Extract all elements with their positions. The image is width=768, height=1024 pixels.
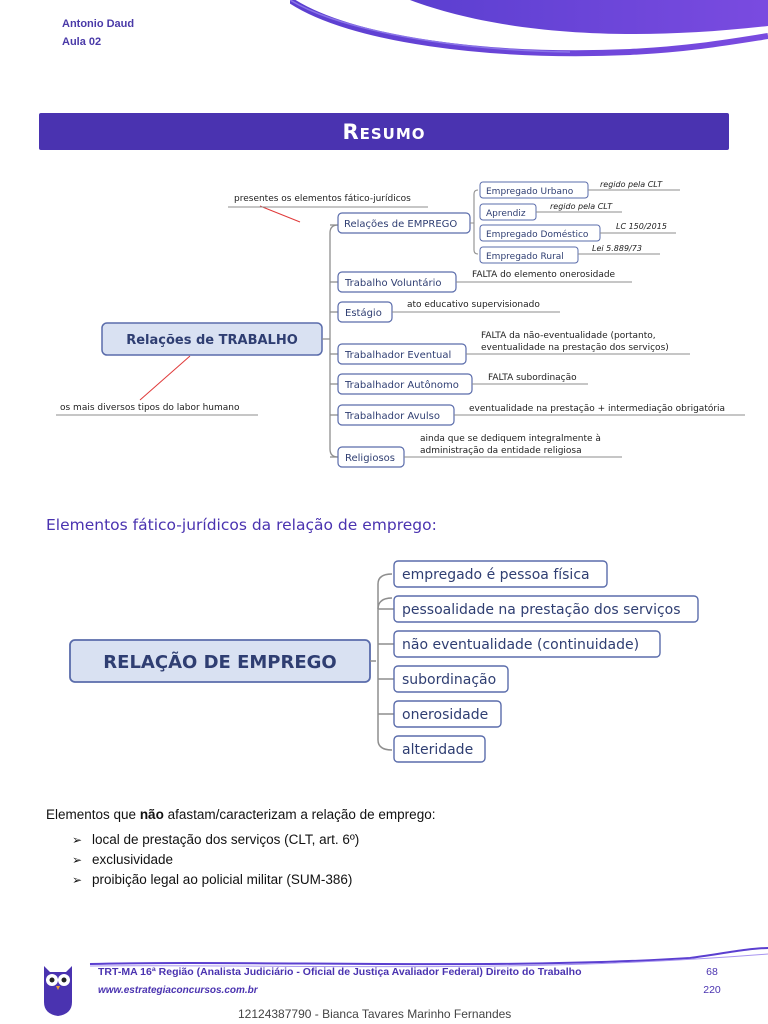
elements-title bbox=[46, 807, 435, 822]
branch-note-line1: FALTA da não-eventualidade (portanto, bbox=[481, 331, 656, 341]
list-item bbox=[72, 870, 359, 890]
branch-label: Relações de EMPREGO bbox=[344, 219, 458, 230]
branch-label: Trabalhador Avulso bbox=[345, 411, 440, 422]
branch-label: Estágio bbox=[345, 308, 382, 319]
elements-title-post: afastam/caracterizam a relação de emprego: bbox=[163, 807, 436, 822]
arrow-bullet-icon: ➢ bbox=[72, 873, 83, 887]
element-node-nao-eventualidade bbox=[378, 631, 660, 657]
employment-type-label: Aprendiz bbox=[486, 209, 526, 219]
branch-label: Religiosos bbox=[345, 453, 395, 464]
element-label: onerosidade bbox=[402, 707, 489, 723]
branch-note-line2: administração da entidade religiosa bbox=[420, 446, 582, 456]
branch-note: FALTA do elemento onerosidade bbox=[472, 270, 616, 280]
employment-type-note: regido pela CLT bbox=[550, 202, 613, 211]
section-heading: Elementos fático-jurídicos da relação de emprego: bbox=[46, 516, 437, 534]
list-item-text: exclusividade bbox=[92, 852, 174, 867]
list-item-text: local de prestação dos serviços (CLT, art. 6º) bbox=[92, 832, 360, 847]
employment-type-note: LC 150/2015 bbox=[616, 222, 667, 231]
footer-site-link[interactable]: www.estrategiaconcursos.com.br bbox=[98, 985, 258, 996]
element-trunk bbox=[378, 574, 392, 750]
list-item bbox=[72, 830, 359, 850]
element-label: subordinação bbox=[402, 672, 497, 688]
top-note: presentes os elementos fático-jurídicos bbox=[234, 194, 411, 204]
element-label: pessoalidade na prestação dos serviços bbox=[402, 602, 681, 618]
element-node-pessoalidade bbox=[378, 596, 698, 622]
central-node-label: RELAÇÃO DE EMPREGO bbox=[103, 652, 337, 673]
employment-type-label: Empregado Urbano bbox=[486, 187, 574, 197]
footer-total-pages: 220 bbox=[703, 984, 721, 996]
central-note: os mais diversos tipos do labor humano bbox=[60, 403, 240, 413]
element-label: não eventualidade (continuidade) bbox=[402, 637, 640, 653]
element-node-subordinacao bbox=[378, 666, 508, 692]
branch-note: eventualidade na prestação + intermediação obrigatória bbox=[469, 404, 726, 414]
branch-label: Trabalhador Eventual bbox=[345, 350, 452, 361]
branch-note-line2: eventualidade na prestação dos serviços) bbox=[481, 343, 669, 353]
branch-note: FALTA subordinação bbox=[488, 373, 577, 383]
elements-title-pre: Elementos que bbox=[46, 807, 140, 822]
page-title: Resumo bbox=[342, 119, 426, 144]
employment-type-note: regido pela CLT bbox=[600, 180, 663, 189]
lesson-label: Aula 02 bbox=[62, 36, 102, 48]
branch-note: ato educativo supervisionado bbox=[407, 300, 540, 310]
employment-type-note: Lei 5.889/73 bbox=[592, 244, 642, 253]
author-name: Antonio Daud bbox=[62, 18, 135, 30]
list-item-text: proibição legal ao policial militar (SUM-386) bbox=[92, 872, 353, 887]
arrow-bullet-icon: ➢ bbox=[72, 853, 83, 867]
element-label: empregado é pessoa física bbox=[402, 567, 590, 583]
footer-user-watermark: 12124387790 - Bianca Tavares Marinho Fernandes bbox=[238, 1007, 512, 1021]
list-item bbox=[72, 850, 359, 870]
branch-label: Trabalho Voluntário bbox=[345, 278, 442, 289]
employment-type-label: Empregado Doméstico bbox=[486, 230, 589, 240]
element-node-alteridade bbox=[394, 736, 485, 762]
employment-type-label: Empregado Rural bbox=[486, 252, 564, 262]
element-node-onerosidade bbox=[378, 701, 501, 727]
elements-list bbox=[72, 830, 359, 890]
branch-note-line1: ainda que se dediquem integralmente à bbox=[420, 434, 601, 444]
footer-page-number: 68 bbox=[706, 966, 718, 978]
arrow-bullet-icon: ➢ bbox=[72, 833, 83, 847]
elements-title-bold: não bbox=[139, 807, 164, 822]
element-label: alteridade bbox=[402, 742, 474, 758]
footer-course: TRT-MA 16ª Região (Analista Judiciário - Oficial de Justiça Avaliador Federal) Direito do Trabalho bbox=[98, 966, 582, 978]
central-node-label: Relações de TRABALHO bbox=[126, 333, 298, 348]
branch-label: Trabalhador Autônomo bbox=[345, 380, 459, 391]
owl-logo-icon bbox=[38, 958, 78, 1018]
